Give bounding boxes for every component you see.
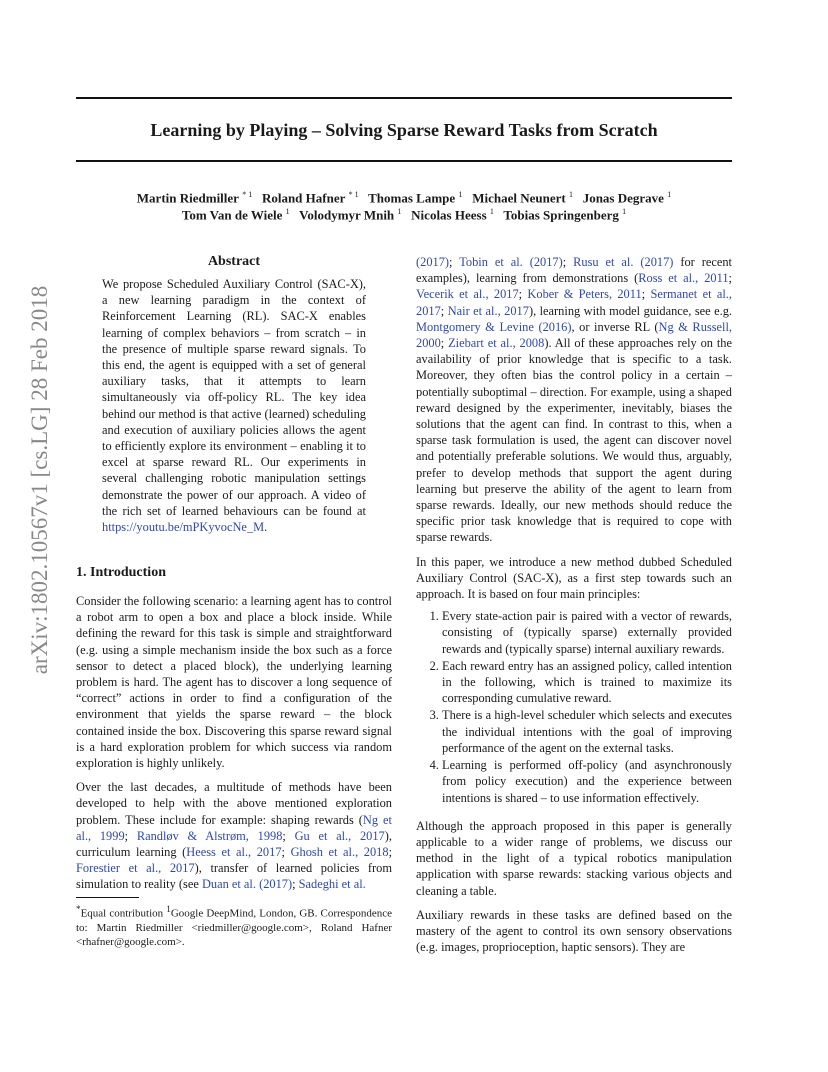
citation-link[interactable]: Rusu et al. (2017) — [573, 255, 674, 269]
right-column — [416, 254, 732, 955]
text: ; — [728, 271, 732, 286]
abstract-heading: Abstract — [207, 254, 261, 269]
paragraph-gap — [416, 810, 732, 818]
author: Thomas Lampe — [368, 190, 456, 206]
intro-column — [76, 593, 392, 893]
text: ; — [388, 845, 393, 860]
citation-link[interactable]: Ziebart et al., 2008 — [448, 336, 545, 351]
principles-list — [416, 608, 732, 805]
affiliation-mark: 1 — [667, 190, 672, 199]
footnote — [76, 902, 392, 949]
citation-link[interactable]: Montgomery & Levine (2016) — [416, 319, 572, 334]
citation-link[interactable]: Tobin et al. (2017) — [459, 255, 563, 269]
author: Jonas Degrave — [582, 190, 664, 206]
right-paragraph-4: Auxiliary rewards in these tasks are defined based on the mastery of the agent to control its own sensory observations (e.g. images, proprioception, haptic sensors). They are — [416, 907, 732, 955]
text: for recent examples), learning from demonstrations ( — [416, 255, 732, 286]
text: ; — [124, 828, 137, 843]
citation-link[interactable]: Sermanet et al., 2017 — [416, 287, 732, 318]
footnote-text: Equal contribution — [80, 907, 167, 920]
text: ; — [641, 287, 651, 302]
paragraph-gap — [416, 899, 732, 907]
affiliation-mark: 1 — [489, 207, 494, 216]
text: Over the last decades, a multitude of methods have been developed to help with the above mentioned exploration problem. These include for example: shaping rewards ( — [76, 780, 392, 827]
text: ; — [281, 845, 291, 860]
video-link[interactable]: https://youtu.be/mPKyvocNe_M — [102, 520, 265, 535]
list-item: 4. Learning is performed off-policy (and asynchronously from policy execution) and the experience between intentions is shared – to use information effectively. — [442, 757, 732, 806]
text: ; — [282, 828, 295, 843]
intro-paragraph-2 — [76, 779, 392, 892]
text: ; — [440, 303, 448, 318]
author: Michael Neunert — [472, 190, 566, 206]
text: ; — [449, 255, 460, 269]
text: ; — [440, 336, 449, 351]
text: , or inverse RL ( — [571, 319, 659, 334]
right-paragraph-2: In this paper, we introduce a new method dubbed Scheduled Auxiliary Control (SAC-X), as a first step towards such an approach. It is based on four main principles: — [416, 554, 732, 602]
text: ; — [518, 287, 528, 302]
abstract-body — [102, 276, 366, 535]
arxiv-stamp: arXiv:1802.10567v1 [cs.LG] 28 Feb 2018 — [27, 285, 52, 675]
author: Roland Hafner — [261, 190, 346, 206]
citation-link[interactable]: Vecerik et al., 2017 — [416, 287, 519, 302]
footnote-text: Google DeepMind, London, GB. Correspondence to: Martin Riedmiller <riedmiller@google.com>, Roland Hafner <rhafner@google.com>. — [76, 907, 392, 948]
paragraph-gap — [76, 771, 392, 779]
paper-title: Learning by Playing – Solving Sparse Reward Tasks from Scratch — [150, 120, 658, 140]
author: Volodymyr Mnih — [299, 207, 395, 223]
authors-line-1 — [76, 190, 732, 206]
author: Tom Van de Wiele — [181, 207, 283, 223]
footnote-mark: 1 — [166, 904, 171, 914]
author: Nicolas Heess — [411, 207, 487, 223]
right-paragraph-1 — [416, 254, 732, 546]
citation-link[interactable]: Ross et al., 2011 — [638, 271, 729, 286]
citation-link[interactable]: Sadeghi et al. — [298, 877, 366, 892]
citation-link[interactable]: Ng & Russell, 2000 — [416, 319, 733, 351]
title-rule-top — [76, 97, 732, 99]
citation-link[interactable]: (2017) — [416, 255, 450, 269]
text: ). All of these approaches rely on the availability of prior knowledge that is specific to a task. Moreover, they often bias the control policy in a certain – potentially suboptimal – direction. For example, using a shaped reward designed by the experimenter, inevitably, biases the solutions that the agent can find. In contrast to this, when a sparse task formulation is used, the agent can discover novel and potentially preferable solutions. We would thus, arguably, prefer to develop methods that support the agent during learning but preserve the ability of the agent to learn from sparse rewards. Ideally, our new methods should reduce the specific prior task knowledge that is required to cope with sparse rewards. — [416, 336, 732, 545]
citation-link[interactable]: Kober & Peters, 2011 — [527, 287, 642, 302]
affiliation-mark: 1 — [285, 207, 290, 216]
citation-link[interactable]: Duan et al. (2017) — [201, 877, 293, 892]
citation-link[interactable]: Heess et al., 2017 — [186, 845, 282, 860]
citation-link[interactable]: Forestier et al., 2017 — [76, 861, 195, 876]
citation-link[interactable]: Randløv & Alstrøm, 1998 — [136, 828, 283, 843]
list-item: 1. Every state-action pair is paired with a vector of rewards, consisting of (typically sparse) externally provided rewards and (typically sparse) internal auxiliary rewards. — [442, 608, 732, 657]
abstract-text-span: We propose Scheduled Auxiliary Control (SAC-X), a new learning paradigm in the context of Reinforcement Learning (RL). SAC-X enables learning of complex behaviors – from scratch – in the presence of multiple sparse reward signals. To this end, the agent is equipped with a set of general auxiliary tasks, that it attempts to learn simultaneously via off-policy RL. The key idea behind our method is that active (learned) scheduling and execution of auxiliary policies allows the agent to efficiently explore its environment – enabling it to excel at sparse reward RL. Our experiments in several challenging robotic manipulation settings demonstrate the power of our approach. A video of the rich set of learned behaviours can be found at — [102, 277, 366, 518]
intro-paragraph-1: Consider the following scenario: a learning agent has to control a robot arm to open a box and place a block inside. While defining the reward for this task is simple and straightforward (e.g. using a simple mechanism inside the box such as a force sensor to detect a placed block), the underlying learning problem is hard. The agent has to discover a long sequence of “correct” actions in order to find a configuration of the environment that yields the sparse reward – the block contained inside the box. Discovering this sparse reward signal is a hard exploration problem for which success via random exploration is highly unlikely. — [76, 594, 392, 771]
section-heading-introduction: 1. Introduction — [76, 565, 166, 580]
author: Martin Riedmiller — [136, 190, 239, 206]
affiliation-mark: 1 — [458, 190, 463, 199]
title-rule-bottom — [76, 160, 732, 162]
text: ), learning with model guidance, see e.g. — [528, 303, 733, 318]
citation-link[interactable]: Gu et al., 2017 — [294, 828, 385, 843]
text: ; — [562, 255, 574, 269]
right-paragraph-3: Although the approach proposed in this paper is generally applicable to a wider range of problems, we discuss our method in the light of a typical robotics manipulation application with sparse rewards: stacking various objects and cleaning a table. — [416, 818, 732, 898]
affiliation-mark: 1 — [568, 190, 573, 199]
list-item: 3. There is a high-level scheduler which selects and executes the individual intentions with the goal of improving performance of the agent on the external tasks. — [442, 707, 732, 756]
abstract-end: . — [264, 520, 268, 535]
authors-line-2 — [76, 207, 732, 223]
citation-link[interactable]: Ghosh et al., 2018 — [290, 845, 389, 860]
text: ), transfer of learned policies from simulation to reality (see — [76, 861, 392, 892]
footnote-mark: * — [76, 904, 81, 914]
affiliation-mark: 1 — [397, 207, 402, 216]
text: ; — [292, 877, 299, 892]
affiliation-mark: * 1 — [242, 190, 253, 199]
citation-link[interactable]: Ng et al., 1999 — [76, 812, 392, 843]
paragraph-gap — [416, 546, 732, 554]
affiliation-mark: 1 — [622, 207, 627, 216]
affiliation-mark: * 1 — [348, 190, 359, 199]
footnote-rule — [76, 897, 139, 898]
text: ), curriculum learning ( — [76, 828, 392, 860]
abstract-text — [102, 276, 366, 535]
list-item: 2. Each reward entry has an assigned policy, called intention in the following, which is trained to maximize its corresponding cumulative reward. — [442, 658, 732, 707]
author: Tobias Springenberg — [503, 207, 619, 223]
citation-link[interactable]: Nair et al., 2017 — [447, 303, 529, 318]
